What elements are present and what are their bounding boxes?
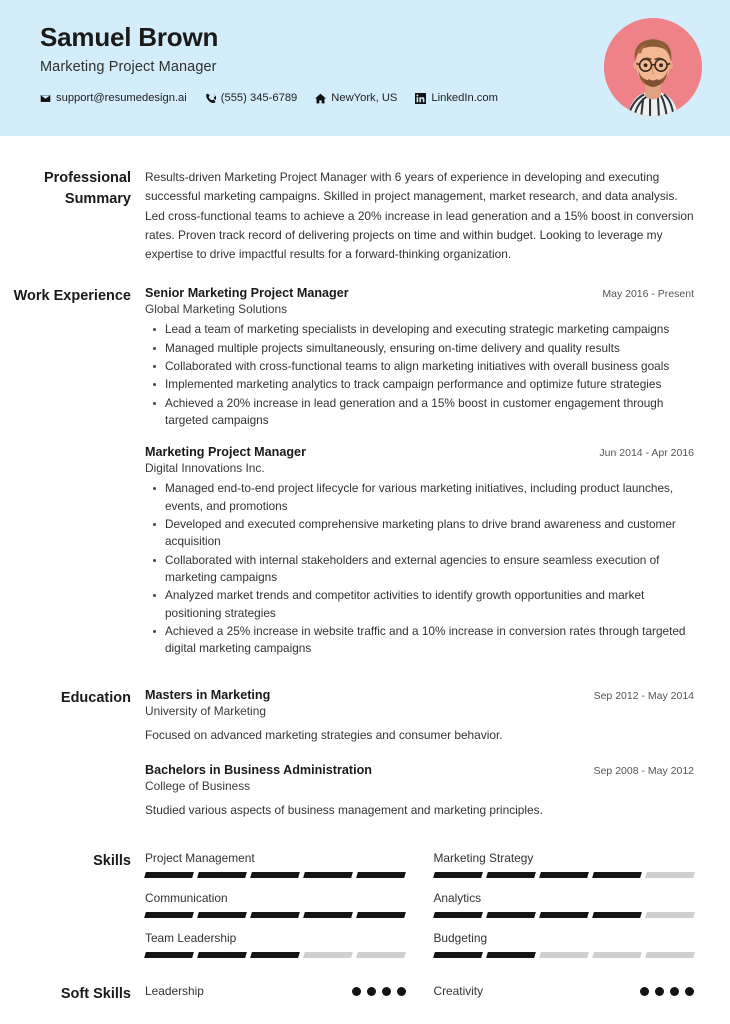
skill-name: Project Management <box>145 851 255 866</box>
education-entry-header <box>145 763 694 777</box>
experience-date: Jun 2014 - Apr 2016 <box>599 447 694 460</box>
experience-role: Senior Marketing Project Manager <box>145 286 349 301</box>
phone-icon <box>205 93 216 104</box>
summary-text: Results-driven Marketing Project Manager with 6 years of experience in developing and executing successful marketing campaigns. Skilled in project management, market research, and data analysis. Led cross-functional teams to achieve a 20% increase in lead generation and a 15% boost in conversion rates. Proven track record of delivering projects on time and within budget. Looking to leverage my expertise to drive impactful results for a forward-thinking organization. <box>145 170 694 262</box>
contact-location-text: NewYork, US <box>331 92 398 105</box>
avatar <box>604 18 702 116</box>
skill-level-segment <box>645 872 695 878</box>
experience-entry <box>145 286 694 429</box>
skill-level-segment <box>486 912 536 918</box>
experience-organization: Global Marketing Solutions <box>145 302 288 317</box>
skill-level-segment <box>197 872 247 878</box>
education-entry-header <box>145 688 694 702</box>
skills-grid <box>145 851 694 958</box>
skill-level-segment <box>357 912 407 918</box>
skill-item <box>145 851 406 878</box>
skill-item <box>434 931 695 958</box>
skill-level-segment <box>645 952 695 958</box>
soft-skills-grid <box>145 984 694 998</box>
experience-list <box>145 286 694 659</box>
education-school: University of Marketing <box>145 703 266 718</box>
soft-skill-dot <box>640 987 649 996</box>
section-label-education: Education <box>60 689 131 706</box>
soft-skill-dots <box>640 987 694 996</box>
education-degree: Masters in Marketing <box>145 687 271 702</box>
skill-level-bar <box>434 872 695 878</box>
experience-entry-header <box>145 445 694 459</box>
contact-email[interactable] <box>40 92 187 104</box>
envelope-icon <box>40 93 51 104</box>
soft-skill-dots <box>352 987 406 996</box>
education-degree: Bachelors in Business Administration <box>145 762 372 777</box>
experience-entry <box>145 445 694 657</box>
section-label-summary: Professional Summary <box>43 170 131 208</box>
resume-body <box>0 168 730 1005</box>
skill-level-bar <box>434 952 695 958</box>
section-work-experience <box>0 286 694 659</box>
experience-bullet: Collaborated with internal stakeholders and external agencies to ensure seamless execution of marketing campaigns <box>145 552 694 587</box>
section-label-soft-skills: Soft Skills <box>60 986 131 1003</box>
experience-date: May 2016 - Present <box>602 288 694 301</box>
education-description: Focused on advanced marketing strategies and consumer behavior. <box>145 727 503 742</box>
soft-skill-dot <box>670 987 679 996</box>
education-entry <box>145 688 694 745</box>
section-label-skills: Skills <box>93 853 131 870</box>
page-title: Samuel Brown <box>40 22 219 52</box>
skill-item <box>145 891 406 918</box>
skill-name: Team Leadership <box>145 931 237 946</box>
experience-bullet: Analyzed market trends and competitor activities to identify growth opportunities and market positioning strategies <box>145 587 694 622</box>
skill-level-segment <box>539 952 589 958</box>
skill-level-segment <box>592 872 642 878</box>
skill-level-segment <box>197 912 247 918</box>
experience-bullet: Managed end-to-end project lifecycle for various marketing initiatives, including product launches, events, and promotions <box>145 480 694 515</box>
skill-level-segment <box>539 872 589 878</box>
contact-email-text: support@resumedesign.ai <box>56 92 187 105</box>
skill-level-segment <box>539 912 589 918</box>
skill-level-segment <box>433 872 483 878</box>
skill-level-segment <box>592 912 642 918</box>
skill-item <box>145 931 406 958</box>
soft-skill-dot <box>367 987 376 996</box>
skill-level-segment <box>592 952 642 958</box>
skill-level-segment <box>645 912 695 918</box>
soft-skill-item <box>434 984 695 998</box>
soft-skill-name: Leadership <box>145 984 204 999</box>
skill-level-segment <box>303 952 353 958</box>
skill-level-segment <box>250 952 300 958</box>
soft-skill-name: Creativity <box>433 984 484 999</box>
section-education <box>0 688 694 820</box>
skill-level-bar <box>145 952 406 958</box>
soft-skill-dot <box>685 987 694 996</box>
skill-level-segment <box>486 872 536 878</box>
section-soft-skills <box>0 984 694 1005</box>
section-label-experience: Work Experience <box>13 288 131 305</box>
skill-level-segment <box>197 952 247 958</box>
contact-phone-text: (555) 345-6789 <box>220 92 298 105</box>
experience-bullets <box>145 480 694 657</box>
education-description: Studied various aspects of business management and marketing principles. <box>145 802 543 817</box>
contact-location[interactable] <box>315 92 397 104</box>
experience-bullet: Lead a team of marketing specialists in developing and executing strategic marketing campaigns <box>145 321 694 338</box>
skill-name: Communication <box>145 891 228 906</box>
skill-level-segment <box>433 912 483 918</box>
skill-level-segment <box>303 872 353 878</box>
experience-bullet: Managed multiple projects simultaneously, ensuring on-time delivery and quality results <box>145 340 694 357</box>
contact-linkedin[interactable] <box>415 92 498 104</box>
soft-skill-dot <box>382 987 391 996</box>
skill-level-segment <box>250 912 300 918</box>
experience-bullet: Developed and executed comprehensive marketing plans to drive brand awareness and customer acquisition <box>145 516 694 551</box>
skill-item <box>434 891 695 918</box>
experience-bullet: Achieved a 20% increase in lead generation and a 15% boost in customer engagement through targeted campaigns <box>145 395 694 430</box>
experience-bullet: Collaborated with cross-functional teams to align marketing initiatives with overall business goals <box>145 358 694 375</box>
soft-skill-dot <box>352 987 361 996</box>
skill-level-bar <box>434 912 695 918</box>
experience-organization: Digital Innovations Inc. <box>145 461 265 476</box>
skill-name: Budgeting <box>433 931 488 946</box>
contact-linkedin-text: LinkedIn.com <box>431 92 498 105</box>
skill-item <box>434 851 695 878</box>
skill-name: Analytics <box>433 891 482 906</box>
skill-name: Marketing Strategy <box>433 851 534 866</box>
skill-level-segment <box>486 952 536 958</box>
skill-level-segment <box>144 912 194 918</box>
section-professional-summary <box>0 168 694 264</box>
experience-bullet: Achieved a 25% increase in website traffic and a 10% increase in conversion rates through targeted digital marketing campaigns <box>145 623 694 658</box>
skill-level-bar <box>145 912 406 918</box>
section-skills <box>0 851 694 958</box>
avatar-photo <box>604 18 702 116</box>
skill-level-segment <box>357 872 407 878</box>
skill-level-segment <box>433 952 483 958</box>
contact-phone[interactable] <box>205 92 298 104</box>
skill-level-segment <box>144 952 194 958</box>
education-date: Sep 2012 - May 2014 <box>593 689 694 702</box>
education-list <box>145 688 694 820</box>
resume-header <box>0 0 730 136</box>
soft-skill-dot <box>397 987 406 996</box>
skill-level-bar <box>145 872 406 878</box>
skill-level-segment <box>144 872 194 878</box>
experience-entry-header <box>145 286 694 300</box>
education-entry <box>145 763 694 820</box>
home-icon <box>315 93 326 104</box>
skill-level-segment <box>250 872 300 878</box>
linkedin-icon <box>415 93 426 104</box>
experience-bullet: Implemented marketing analytics to track campaign performance and optimize future strategies <box>145 376 694 393</box>
skill-level-segment <box>357 952 407 958</box>
soft-skill-dot <box>655 987 664 996</box>
experience-role: Marketing Project Manager <box>145 445 306 460</box>
soft-skill-item <box>145 984 406 998</box>
experience-bullets <box>145 321 694 429</box>
skill-level-segment <box>303 912 353 918</box>
job-title: Marketing Project Manager <box>40 59 217 76</box>
education-date: Sep 2008 - May 2012 <box>593 764 694 777</box>
education-school: College of Business <box>145 778 251 793</box>
